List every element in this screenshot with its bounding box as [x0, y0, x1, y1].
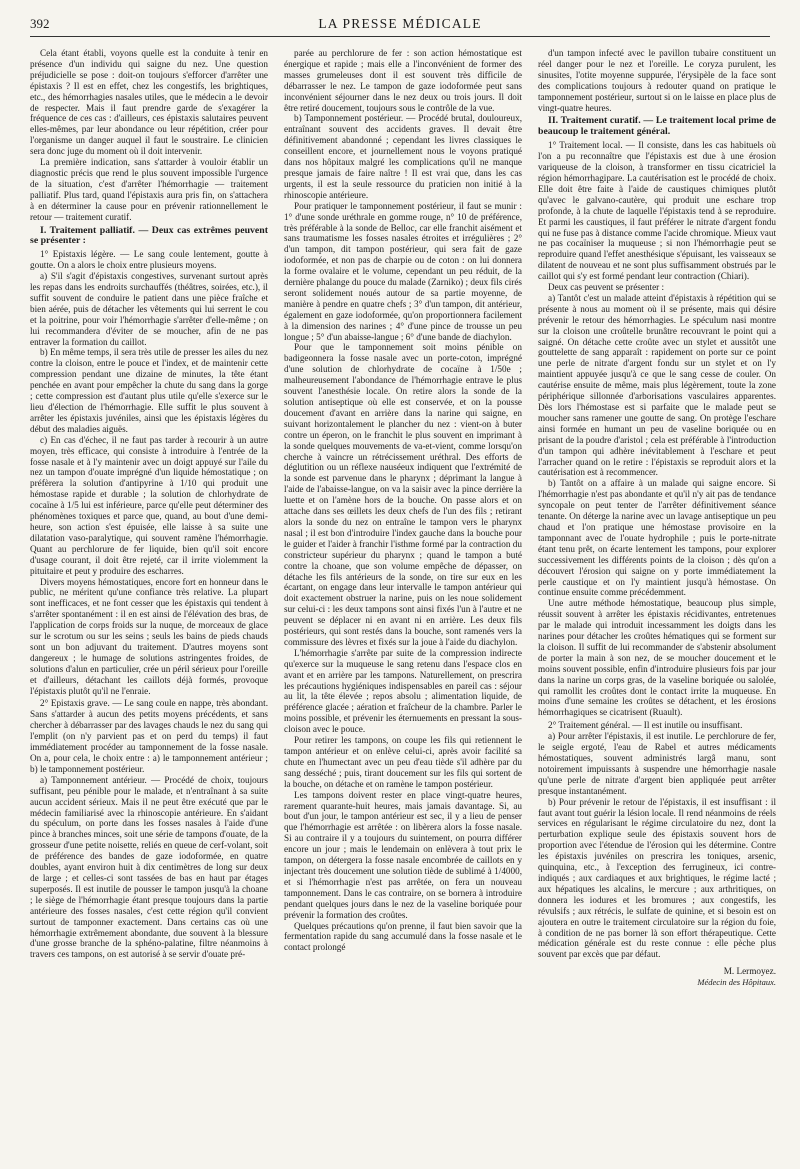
paragraph: a) Pour arrêter l'épistaxis, il est inutile. Le perchlorure de fer, le seigle ergoté, l'eau de Rabel et autres médicaments hémostatiques, souvent administrés largâ manu, sont notoirement impuissants à suspendre une hémorrhagie nasale qu'une perle de nitrate d'argent bien appliquée peut arrêter presque instantanément. — [538, 731, 776, 796]
paragraph: La première indication, sans s'attarder à vouloir établir un diagnostic précis que rend le plus souvent impossible l'urgence de la situation, c'est d'arrêter l'hémorrhagie — traitement palliatif. Plus tard, quand l'épistaxis aura pris fin, on s'attachera à en déterminer la cause pour en prévenir rationnellement le retour — traitement curatif. — [30, 157, 268, 222]
subsection-heading: 1° Traitement local. — Il consiste, dans les cas habituels où l'on a pu reconnaître que l'épistaxis est due à une érosion variqueuse de la cloison, à transformer en tissu cicatriciel la région hémorrhagipare. La cautérisation est le procédé de choix. Elle doit être faite à l'aide de caustiques chimiques plutôt qu'avec le galvano-cautère, qui produit une eschare trop profonde, à la chute de laquelle l'épistaxis tend à se reproduire. Et parmi les caustiques, il faut préférer le nitrate d'argent fondu qui ne fuse pas à distance comme l'acide chromique. Mieux vaut ne pas cocaïniser la muqueuse ; si non l'hémorrhagie peut se reproduire quand l'effet anesthésique s'épuisant, les vaisseaux se dilatent de nouveau et ne sont plus suffisamment obstrués par le caillot qui s'y est formé pendant leur contraction (Chiari). — [538, 140, 776, 282]
page-number: 392 — [30, 16, 50, 31]
paragraph: d'un tampon infecté avec le pavillon tubaire constituent un réel danger pour le nez et l'oreille. Le coryza purulent, les sinusites, l'otite moyenne suppurée, l'érysipèle de la face sont des complications toujours à redouter quand on pratique le tamponnement postérieur, surtout si on le laisse en place plus de vingt-quatre heures. — [538, 48, 776, 113]
paragraph: a) Tamponnement antérieur. — Procédé de choix, toujours suffisant, peu pénible pour le malade, et n'entraînant à sa suite aucun accident sérieux. Mais il ne peut être exécuté que par le médecin familiarisé avec la rhinoscopie antérieure. En s'aidant du spéculum, on porte dans les fosses nasales à l'aide d'une pince à branches minces, soit une série de tampons d'ouate, de la grosseur d'une petite noisette, reliés en queue de cerf-volant, soit de préférence des bandes de gaze iodoformée, en quatre doubles, ayant environ huit à dix centimètres de long sur deux de large ; et celles-ci sont tassées de bas en haut par étages superposés. Il est inutile de pousser le tampon jusqu'à la choane ; le siège de l'hémorrhagie étant presque toujours dans la partie antérieure des fosses nasales, c'est cette région qu'il convient surtout de tamponner exactement. Dans certains cas où une hémorrhagie extrêmement abondante, due souvent à la blessure d'une grosse branche de la sphéno-palatine, filtre néanmoins à travers ces tampons, on est autorisé à se servir d'ouate pré- — [30, 774, 268, 960]
paragraph: Divers moyens hémostatiques, encore fort en honneur dans le public, ne méritent qu'une confiance très relative. La plupart sont inefficaces, et ne font cesser que les épistaxis qui tendent à s'arrêter spontanément : il en est ainsi de l'élévation des bras, de l'application de corps froids sur la nuque, de morceaux de glace sur le scrotum ou sur les seins ; seuls les bains de pieds chauds sont un bon adjuvant du traitement. D'autres moyens sont dangereux ; le humage de solutions astringentes froides, de solutions d'alun en particulier, crée un péril sérieux pour l'oreille et d'ailleurs, détachant les caillots déjà formés, provoque l'épistaxis plutôt qu'il ne l'enraie. — [30, 576, 268, 696]
subsection-heading: 2° Epistaxis grave. — Le sang coule en nappe, très abondant. Sans s'attarder à aucun des petits moyens précédents, et sans chercher à débarrasser par des lavages chauds le nez du sang qui l'emplit (on n'y parvient pas et on perd du temps) il faut immédiatement procéder au tamponnement de la fosse nasale. On a, pour cela, le choix entre : a) le tamponnement antérieur ; b) le tamponnement postérieur. — [30, 698, 268, 774]
paragraph: Quelques précautions qu'on prenne, il faut bien savoir que la fermentation rapide du sang accumulé dans la fosse nasale et le contact prolongé — [284, 920, 522, 953]
text-column-2 — [284, 48, 522, 1156]
subsection-heading: 2° Traitement général. — Il est inutile ou insuffisant. — [548, 720, 743, 731]
paragraph: Cela étant établi, voyons quelle est la conduite à tenir en présence d'un individu qui saigne du nez. Une question préjudicielle se pose : doit-on toujours s'efforcer d'arrêter une épistaxis ? Il est en effet, chez les congestifs, les brightiques, etc., des hémorrhagies nasales utiles, que le médecin a le devoir de respecter. Mais il faut prendre garde de s'exagérer la fréquence de ces cas : d'ailleurs, ces épistaxis salutaires peuvent elles-mêmes, par leur abondance ou leur répétition, créer pour l'organisme un danger auquel il faut le soustraire. Le clinicien sera donc juge du moment où il doit intervenir. — [30, 48, 268, 157]
subsection-heading: 1° Epistaxis légère. — Le sang coule lentement, goutte à goutte. On a alors le choix entre plusieurs moyens. — [30, 249, 268, 271]
paragraph: c) En cas d'échec, il ne faut pas tarder à recourir à un autre moyen, très efficace, qui consiste à introduire à l'entrée de la fosse nasale et à l'y maintenir avec un doigt appuyé sur l'aile du nez un tampon d'ouate imprégné d'un liquide hémostatique ; on préfèrera la solution d'antipyrine à 1/10 qui produit une hémostase rapide et durable ; la solution de chlorhydrate de cocaïne à 1/5 lui est inférieure, parce qu'elle peut déterminer des phénomènes toxiques et parce que, quand, au bout d'une demi-heure, son action s'est épuisée, elle laisse à sa suite une dilatation vaso-paralytique, qui souvent ramène l'hémorrhagie. Quant au perchlorure de fer liquide, bien qu'il soit encore d'usage courant, il doit être rejeté, car il irrite violemment la pituitaire et peut y produire des escharres. — [30, 434, 268, 576]
journal-title: LA PRESSE MÉDICALE — [318, 16, 482, 31]
text-column-1 — [30, 48, 268, 1156]
paragraph: Une autre méthode hémostatique, beaucoup plus simple, réussit souvent à arrêter les épistaxis récidivantes, entretenues par le malade qui introduit incessamment les doigts dans les narines pour détacher les croûtes hématiques qui se forment sur la cloison. Il suffit de lui recommander de s'abstenir absolument de porter la main à son nez, de se moucher doucement et le moins souvent possible, enfin d'introduire plusieurs fois par jour dans la narine un corps gras, de la vaseline boriquée ou salolée, qui ramollit les croûtes dont le contact irrite la muqueuse. En moins d'une semaine les croûtes se détachent, et les érosions hémorrhagiques se cicatrisent (Ruault). — [538, 598, 776, 718]
paragraph: a) Tantôt c'est un malade atteint d'épistaxis à répétition qui se présente à nous au moment où il se présente, mais qui désire prévenir le retour des hémorrhagies. Le spéculum nasi montre sur la cloison une croûtelle brunâtre recouvrant le point qui a saigné. On détache cette croûte avec un stylet et aussitôt une gouttelette de sang apparaît : rapidement on porte sur ce point une perle de nitrate d'argent fondu sur un stylet et on l'y maintient appuyée jusqu'à ce que le sang cesse de couler. On cautérise ensuite de même, mais plus légèrement, toute la zone périphérique sillonnée d'arborisations vasculaires apparentes. Dès lors l'hémostase est si parfaite que le malade peut se moucher sans ramener une goutte de sang. On protège l'eschare ainsi formée en humant un peu de vaseline boriquée ou en prisant de la poudre d'aristol ; cela est préférable à l'introduction d'un tampon qui adhère inévitablement à l'eschare et peut l'arracher quand on le retire : l'épistaxis se reproduit alors et la cautérisation est à recommencer. — [538, 292, 776, 478]
paragraph: b) Tantôt on a affaire à un malade qui saigne encore. Si l'hémorrhagie n'est pas abondante et qu'il n'y ait pas de tendance syncopale on peut tenter de l'arrêter définitivement séance tenante. On déterge la narine avec un lavage antiseptique un peu chaud et l'on pratique une hémostase provisoire en la tamponnant avec de l'ouate hydrophile ; puis le porte-nitrate étant tenu prêt, on écarte lentement les tampons, pour explorer successivement les différents points de la cloison ; dès qu'on a découvert l'érosion qui saigne on y porte immédiatement la perle caustique et on l'y maintient jusqu'à hémostase. On continue ensuite comme précédemment. — [538, 478, 776, 598]
paragraph: b) Pour prévenir le retour de l'épistaxis, il est insuffisant : il faut avant tout guérir la lésion locale. Il rend néanmoins de réels services en régularisant le régime circulatoire du nez, dont la perturbation explique seule des épistaxis souvent hors de proportion avec l'étendue de l'érosion qui les détermine. Contre les épistaxis juvéniles on prescrira les toniques, arsenic, quinquina, etc., à l'exception des ferrugineux, ici contre-indiqués ; aux cardiaques et aux brightiques, le régime lacté ; aux hépatiques les alcalins, le mercure ; aux arthritiques, on donnera les iodures et les bromures ; aux congestifs, les révulsifs ; aux rétrécis, le sulfate de quinine, et si besoin est on ajoutera en outre le traitement circulatoire sur la région du foie, à condition de ne pas borner là son effort thérapeutique. Cette médication générale est du reste connue : elle pèche plus souvent par excès que par défaut. — [538, 796, 776, 960]
page-header — [30, 14, 770, 37]
section-heading: II. Traitement curatif. — Le traitement local prime de beaucoup le traitement général. — [538, 115, 776, 138]
paragraph: Pour que le tamponnement soit moins pénible on badigeonnera la fosse nasale avec un porte-coton, imprégné d'une solution de chlorhydrate de cocaïne à 1/50e ; malheureusement l'abondance de l'hémorrhagie entrave le plus souvent l'anesthésie locale. On retire alors la sonde de la solution antiseptique où elle est conservée, et on la pousse doucement d'avant en arrière dans la narine qui saigne, en suivant horizontalement le plancher du nez : vient-on à buter contre un éperon, on le franchit le plus souvent en imprimant à la sonde quelques mouvements de va-et-vient, comme lorsqu'on cherche à vaincre un rétrécissement uréthral. Des efforts de déglutition ou un réflexe nauséeux indiquent que l'extrémité de la sonde est parvenue dans le pharynx ; déprimant la langue à l'aide de l'abaisse-langue, on va la saisir avec la pince derrière la luette et on l'amène hors de la bouche. On passe alors et on attache dans ses œillets les deux chefs de l'un des fils ; retirant alors la sonde du nez on entraîne le tampon vers le pharynx nasal ; il est bon d'introduire l'index gauche dans la bouche pour le guider et l'aider à franchir l'isthme formé par la contraction du constricteur supérieur du pharynx ; quand le tampon a buté contre la choane, que son volume empêche de dépasser, on détache les fils antérieurs de la sonde, on tire sur eux en les écartant, on engage dans leur intervalle le tampon antérieur qui doit exactement obstruer la narine, puis on les noue solidement sur celui-ci : les deux tampons sont ainsi fixés l'un à l'autre et ne peuvent se déplacer ni en avant ni en arrière. Les deux fils postérieurs, qui sont restés dans la bouche, sont ramenés vers la commissure des lèvres et fixés sur la joue à l'aide du diachylon. — [284, 342, 522, 647]
paragraph: parée au perchlorure de fer : son action hémostatique est énergique et rapide ; mais elle a l'inconvénient de former des masses grumeleuses dont il est souvent très difficile de débarrasser le nez. Le tampon de gaze iodoformée peut sans inconvénient séjourner dans le nez deux ou trois jours. Il doit être retiré doucement, toujours sous le contrôle de la vue. — [284, 48, 522, 113]
author-signature: M. Lermoyez. — [723, 966, 776, 977]
paragraph: Pour retirer les tampons, on coupe les fils qui retiennent le tampon antérieur et on enlève celui-ci, après avoir facilité sa chute en l'humectant avec un peu d'eau tiède s'il adhère par du sang desséché ; puis, tirant doucement sur les fils qui sortent de la bouche, on détache et on ramène le tampon postérieur. — [284, 735, 522, 789]
paragraph: Deux cas peuvent se présenter : — [548, 282, 665, 293]
paragraph: Pour pratiquer le tamponnement postérieur, il faut se munir : 1° d'une sonde uréthrale en gomme rouge, n° 10 de préférence, très préférable à la sonde de Belloc, car elle franchit aisément et sans traumatisme les fosses nasales étroites et irrégulières ; 2° d'un tampon, dit tampon postérieur, qui sera fait de gaze iodoformée, et non pas de charpie ou de coton : on lui donnera la forme ovalaire et le volume, cependant un peu réduit, de la dernière phalange du pouce du malade (Zarniko) ; deux fils cirés seront solidement noués autour de sa partie moyenne, de manière à pendre en quatre chefs ; 3° d'un tampon, dit antérieur, également en gaze iodoformée, qu'on proportionnera facilement à la dimension des narines ; 4° d'une pince de trousse un peu longue ; 5° d'un abaisse-langue ; 6° d'une bande de diachylon. — [284, 200, 522, 342]
author-title: Médecin des Hôpitaux. — [697, 977, 776, 988]
paragraph: a) S'il s'agit d'épistaxis congestives, survenant surtout après les repas dans les endroits surchauffés (théâtres, soirées, etc.), il suffit souvent de conduire le patient dans une pièce fraîche et bien aérée, puis de détacher les vêtements qui lui serrent le cou et la poitrine, pour voir l'hémorrhagie s'arrêter d'elle-même ; on lui recommandera d'éviter de se moucher, afin de ne pas entraver la formation du caillot. — [30, 271, 268, 347]
section-heading: I. Traitement palliatif. — Deux cas extrêmes peuvent se présenter : — [30, 224, 268, 247]
paragraph: b) En même temps, il sera très utile de presser les ailes du nez contre la cloison, entre le pouce et l'index, et de maintenir cette compression pendant une dizaine de minutes, la tête étant penchée en avant pour empêcher la chute du sang dans la gorge ; cette compression est d'autant plus utile qu'elle s'exerce sur le lieu d'élection de l'hémorrhagie. Elle suffit le plus souvent à arrêter les épistaxis juvéniles, ainsi que les épistaxis légères du début des maladies aiguës. — [30, 347, 268, 434]
paragraph: b) Tamponnement postérieur. — Procédé brutal, douloureux, entraînant souvent des accidents graves. Il devait être définitivement abandonné ; cependant les livres classiques le conseillent encore, et journellement nous le voyons pratiqué dans nos hôpitaux malgré les complications qu'il ne manque presque jamais de faire naître ! Il est vrai que, dans les cas urgents, il est la seule ressource du praticien non initié à la rhinoscopie antérieure. — [284, 113, 522, 200]
text-column-3 — [538, 48, 776, 1156]
paragraph: L'hémorrhagie s'arrête par suite de la compression indirecte qu'exerce sur la muqueuse le sang retenu dans l'espace clos en avant et en arrière par les tampons. Naturellement, on prescrira les précautions hygiéniques indispensables en pareil cas : séjour au lit, la tête élevée ; repos absolu ; alimentation liquide, de préférence glacée ; aération et fraîcheur de la chambre. Parler le moins possible, et prévenir les éternuements en pressant la sous-cloison avec le pouce. — [284, 647, 522, 735]
paragraph: Les tampons doivent rester en place vingt-quatre heures, rarement quarante-huit heures, mais jamais davantage. Si, au bout d'un jour, le tampon antérieur est sec, il y a lieu de penser que l'hémorrhagie est arrêtée : on libèrera alors la fosse nasale. Si au contraire il y a toujours du suintement, on pourra différer encore un jour ; mais le lendemain on enlèvera à tout prix le tampon, on détergera la fosse nasale encombrée de caillots en y injectant très doucement une solution tiède de sublimé à 1/4000, et si l'hémorrhagie n'est pas arrêtée, on fera un nouveau tamponnement. Dans le cas contraire, on se bornera à introduire pendant quelques jours dans le nez de la vaseline boriquée pour prévenir la formation des croûtes. — [284, 789, 522, 920]
